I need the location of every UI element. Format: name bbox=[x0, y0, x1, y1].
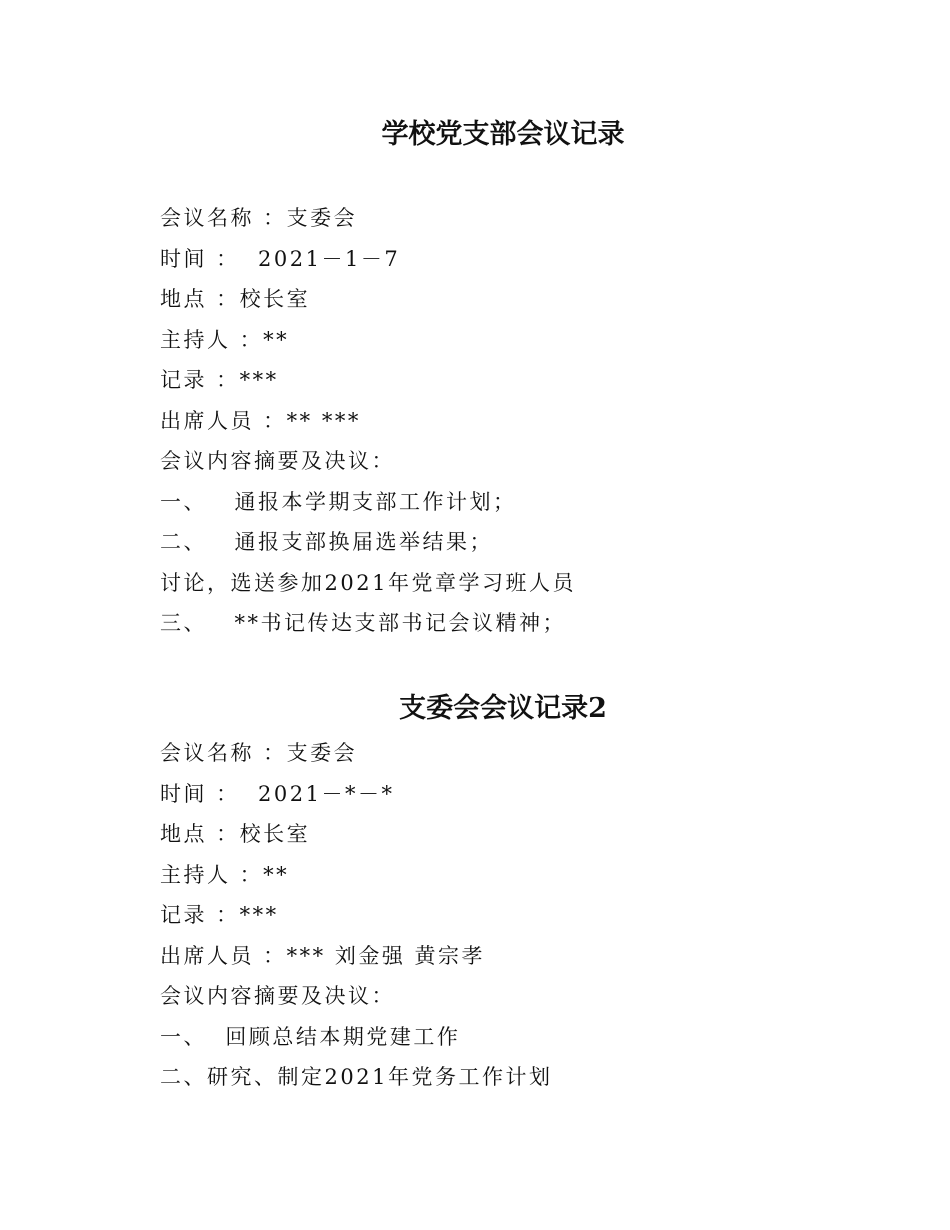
agenda-item: 一、 回顾总结本期党建工作 bbox=[160, 1024, 461, 1049]
summary-heading: 会议内容摘要及决议： bbox=[160, 449, 395, 473]
attendees-line: 出席人员 ：*** 刘金强 黄宗孝 bbox=[160, 943, 486, 968]
summary-heading: 会议内容摘要及决议： bbox=[160, 984, 395, 1008]
time-line: 时间 ： 2021－*－* bbox=[160, 781, 395, 806]
recorder-line: 记录 ：*** bbox=[160, 903, 279, 927]
location-line: 地点 ：校长室 bbox=[160, 287, 311, 311]
time-line: 时间 ： 2021－1－7 bbox=[160, 246, 401, 271]
meeting-name-line: 会议名称 ：支委会 bbox=[160, 741, 358, 765]
page-title: 学校党支部会议记录 bbox=[381, 119, 625, 150]
agenda-item: 三、 **书记传达支部书记会议精神； bbox=[160, 611, 567, 635]
host-line: 主持人 ：** bbox=[160, 862, 290, 887]
agenda-item: 讨论，选送参加2021年党章学习班人员 bbox=[160, 570, 576, 595]
meeting-name-line: 会议名称 ：支委会 bbox=[160, 206, 358, 230]
meeting-record-2 bbox=[160, 733, 920, 1098]
attendees-line: 出席人员 ：** *** bbox=[160, 408, 361, 433]
agenda-item: 二、 通报支部换届选举结果； bbox=[160, 530, 494, 554]
section-title: 支委会会议记录2 bbox=[399, 693, 607, 724]
host-line: 主持人 ：** bbox=[160, 327, 290, 352]
location-line: 地点 ：校长室 bbox=[160, 822, 311, 846]
agenda-item: 一、 通报本学期支部工作计划； bbox=[160, 489, 517, 514]
recorder-line: 记录 ：*** bbox=[160, 368, 279, 392]
agenda-item: 二、研究、制定2021年党务工作计划 bbox=[160, 1065, 553, 1089]
meeting-record-1 bbox=[160, 198, 920, 644]
